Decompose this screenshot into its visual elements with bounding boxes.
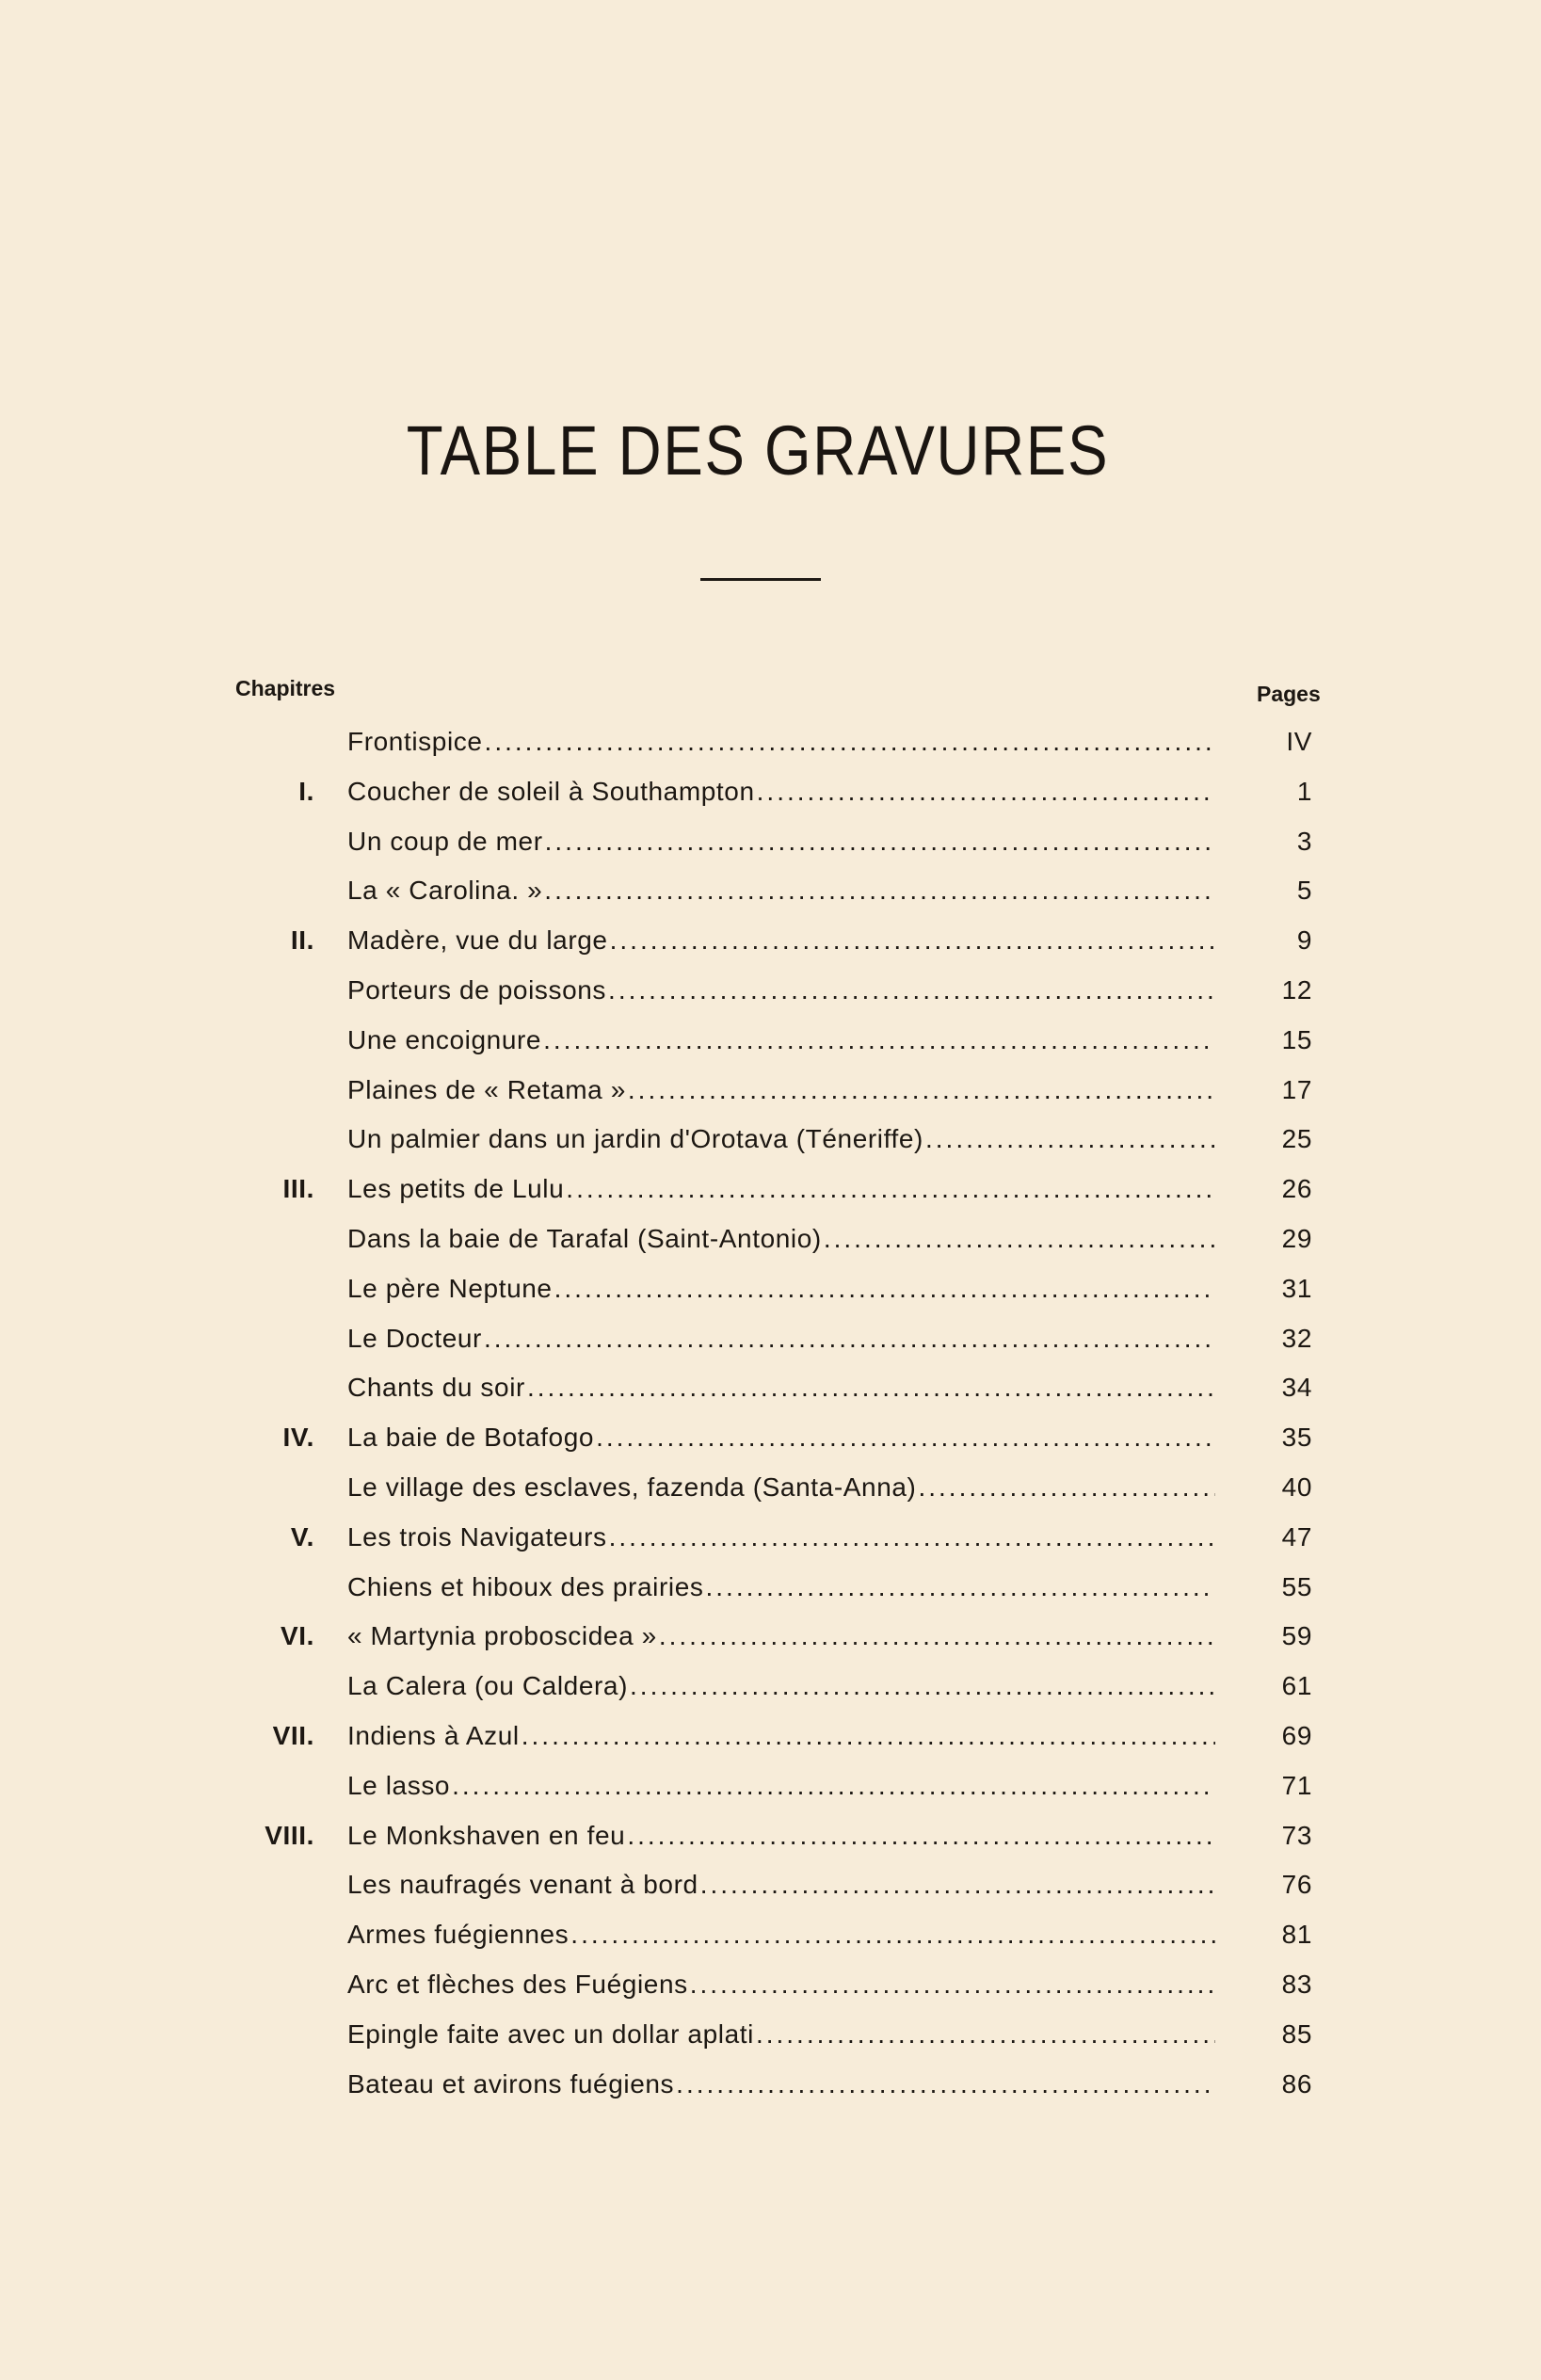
dot-leader (925, 1124, 1215, 1154)
page-number: 35 (1281, 1423, 1312, 1453)
dot-leader (659, 1621, 1215, 1651)
list-item (0, 1018, 1541, 1068)
page-number: IV (1286, 727, 1312, 756)
list-item (0, 1713, 1541, 1763)
list-item (0, 1614, 1541, 1664)
engraving-caption: Les naufragés venant à bord (347, 1870, 698, 1900)
page-number: 81 (1281, 1920, 1312, 1950)
engraving-caption: La « Carolina. » (347, 876, 543, 906)
page-number: 85 (1281, 2018, 1312, 2049)
page-number: 69 (1281, 1720, 1312, 1750)
page-number: 26 (1281, 1174, 1312, 1204)
list-item (0, 1912, 1541, 1962)
dot-leader (628, 1075, 1215, 1105)
dot-leader (627, 1821, 1215, 1851)
engraving-caption: Les petits de Lulu (347, 1174, 565, 1204)
dot-leader (566, 1174, 1215, 1204)
engraving-caption: Indiens à Azul (347, 1720, 520, 1750)
list-item (0, 2062, 1541, 2112)
page-number: 34 (1281, 1373, 1312, 1403)
engraving-caption: Le lasso (347, 1770, 451, 1800)
list-item (0, 1166, 1541, 1216)
chapters-heading: Chapitres (235, 676, 336, 700)
dot-leader (522, 1721, 1215, 1751)
title-rule (700, 578, 821, 581)
page-number: 25 (1281, 1124, 1312, 1154)
page-number: 1 (1296, 776, 1312, 806)
engraving-caption: Le Monkshaven en feu (347, 1820, 626, 1850)
dot-leader (756, 2019, 1215, 2050)
chapter-number: VI. (280, 1621, 314, 1651)
list-item (0, 1216, 1541, 1266)
chapter-number: II. (290, 925, 314, 956)
dot-leader (484, 1324, 1215, 1354)
list-item (0, 719, 1541, 769)
list-item (0, 868, 1541, 918)
pages-heading: Pages (1257, 682, 1321, 706)
dot-leader (545, 827, 1215, 857)
dot-leader (706, 1572, 1216, 1602)
page-number: 5 (1296, 876, 1312, 906)
list-item (0, 1515, 1541, 1565)
page-number: 3 (1296, 826, 1312, 856)
dot-leader (485, 727, 1215, 757)
page-number: 15 (1281, 1024, 1312, 1054)
list-item (0, 1465, 1541, 1515)
dot-leader (757, 777, 1215, 807)
page-number: 32 (1281, 1323, 1312, 1353)
engraving-caption: Plaines de « Retama » (347, 1074, 626, 1104)
page-title: TABLE DES GRAVURES (406, 411, 1110, 490)
list-item (0, 1664, 1541, 1713)
page-number: 86 (1281, 2068, 1312, 2099)
engraving-caption: Un coup de mer (347, 826, 543, 856)
page-number: 61 (1281, 1671, 1312, 1701)
dot-leader (544, 876, 1215, 906)
engraving-caption: Chants du soir (347, 1373, 525, 1403)
chapter-number: VII. (272, 1720, 314, 1750)
list-item (0, 1813, 1541, 1863)
chapter-number: III. (282, 1174, 314, 1204)
dot-leader (543, 1025, 1215, 1055)
chapter-number: V. (290, 1521, 314, 1552)
engraving-caption: Le Docteur (347, 1323, 482, 1353)
dot-leader (630, 1671, 1215, 1701)
engraving-caption: Une encoignure (347, 1024, 542, 1054)
list-item (0, 1117, 1541, 1166)
page-number: 71 (1281, 1770, 1312, 1800)
list-item (0, 1365, 1541, 1415)
list-item (0, 2012, 1541, 2062)
page-number: 47 (1281, 1521, 1312, 1552)
page-number: 59 (1281, 1621, 1312, 1651)
engraving-caption: Madère, vue du large (347, 925, 608, 956)
dot-leader (824, 1224, 1215, 1254)
dot-leader (918, 1472, 1215, 1503)
list-item (0, 1862, 1541, 1912)
dot-leader (690, 1970, 1215, 2000)
engraving-caption: Arc et flèches des Fuégiens (347, 1969, 688, 1999)
dot-leader (610, 925, 1215, 956)
engraving-caption: Porteurs de poissons (347, 974, 607, 1005)
dot-leader (554, 1274, 1215, 1304)
dot-leader (700, 1870, 1215, 1900)
engraving-caption: Chiens et hiboux des prairies (347, 1571, 704, 1601)
chapter-number: I. (298, 776, 314, 806)
engraving-caption: Le village des esclaves, fazenda (Santa-Anna) (347, 1471, 917, 1502)
chapter-number: VIII. (265, 1820, 314, 1850)
engraving-caption: « Martynia proboscidea » (347, 1621, 657, 1651)
list-item (0, 1415, 1541, 1465)
dot-leader (676, 2069, 1215, 2099)
page-number: 12 (1281, 974, 1312, 1005)
dot-leader (452, 1771, 1215, 1801)
engravings-list (0, 719, 1541, 2111)
page-number: 17 (1281, 1074, 1312, 1104)
engraving-caption: Les trois Navigateurs (347, 1521, 607, 1552)
dot-leader (608, 975, 1215, 1005)
dot-leader (527, 1373, 1215, 1403)
engraving-caption: La baie de Botafogo (347, 1423, 595, 1453)
list-item (0, 1962, 1541, 2012)
list-item (0, 968, 1541, 1018)
list-item (0, 1316, 1541, 1366)
dot-leader (570, 1920, 1215, 1950)
engraving-caption: Un palmier dans un jardin d'Orotava (Téneriffe) (347, 1124, 923, 1154)
engraving-caption: Frontispice (347, 727, 483, 756)
chapter-number: IV. (282, 1423, 314, 1453)
engraving-caption: Bateau et avirons fuégiens (347, 2068, 675, 2099)
page-number: 31 (1281, 1273, 1312, 1303)
engraving-caption: Armes fuégiennes (347, 1920, 570, 1950)
dot-leader (596, 1423, 1215, 1453)
engraving-caption: Epingle faite avec un dollar aplati (347, 2018, 754, 2049)
page-number: 40 (1281, 1471, 1312, 1502)
dot-leader (609, 1522, 1215, 1552)
list-item (0, 819, 1541, 869)
page-number: 29 (1281, 1223, 1312, 1253)
page-number: 73 (1281, 1820, 1312, 1850)
engraving-caption: La Calera (ou Caldera) (347, 1671, 629, 1701)
list-item (0, 918, 1541, 968)
page-number: 9 (1296, 925, 1312, 956)
page-number: 83 (1281, 1969, 1312, 1999)
list-item (0, 1068, 1541, 1118)
page-number: 55 (1281, 1571, 1312, 1601)
list-item (0, 1266, 1541, 1316)
list-item (0, 1565, 1541, 1615)
engraving-caption: Coucher de soleil à Southampton (347, 776, 755, 806)
engraving-caption: Le père Neptune (347, 1273, 553, 1303)
list-item (0, 1763, 1541, 1813)
page-number: 76 (1281, 1870, 1312, 1900)
engraving-caption: Dans la baie de Tarafal (Saint-Antonio) (347, 1223, 822, 1253)
list-item (0, 769, 1541, 819)
